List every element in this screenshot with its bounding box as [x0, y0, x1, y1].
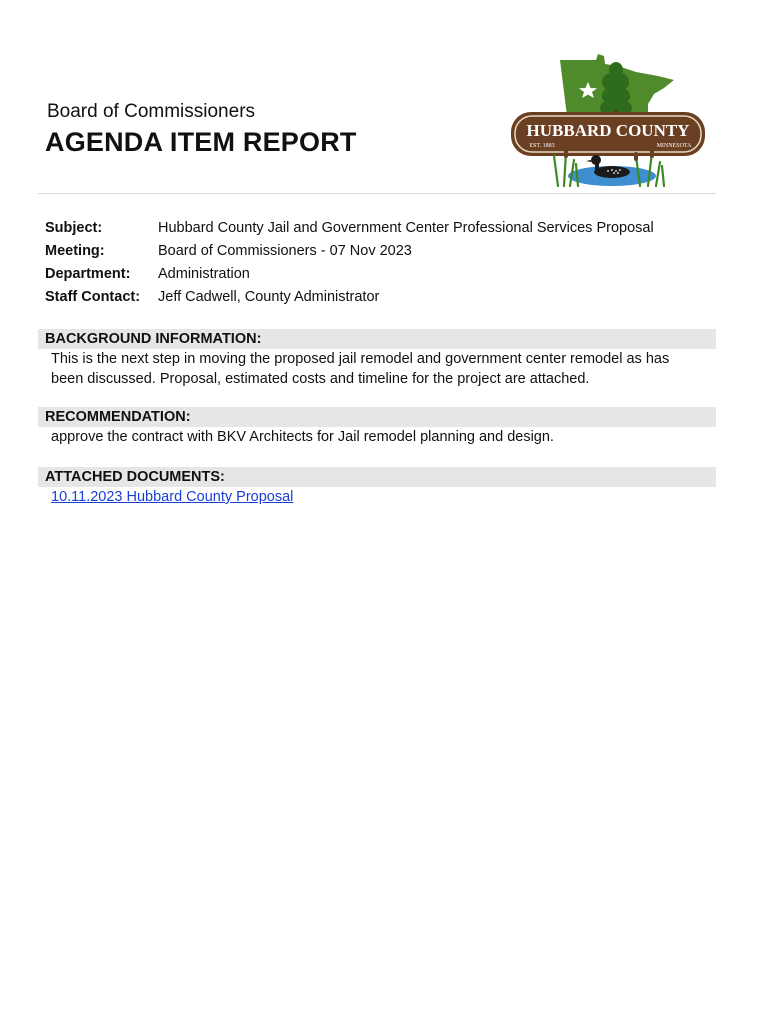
- meta-value: Jeff Cadwell, County Administrator: [158, 288, 380, 305]
- background-section: [38, 329, 716, 389]
- proposal-document-link[interactable]: 10.11.2023 Hubbard County Proposal: [51, 489, 294, 505]
- meta-row-meeting: [45, 239, 715, 262]
- meta-table: [45, 216, 715, 308]
- meta-label: Staff Contact:: [45, 288, 141, 305]
- meta-label: Meeting:: [45, 242, 105, 259]
- meta-label: Department:: [45, 265, 131, 282]
- logo-state-text: MINNESOTA: [656, 143, 692, 149]
- recommendation-heading: RECOMMENDATION:: [38, 407, 716, 427]
- logo-name-text: HUBBARD COUNTY: [526, 121, 690, 140]
- meta-value: Hubbard County Jail and Government Center Professional Services Proposal: [158, 219, 654, 236]
- attached-documents-body: [38, 487, 716, 508]
- page-title: AGENDA ITEM REPORT: [45, 127, 357, 157]
- background-body: [38, 349, 716, 389]
- meta-row-department: [45, 262, 715, 285]
- header-divider: [38, 193, 716, 194]
- attached-documents-heading: ATTACHED DOCUMENTS:: [38, 467, 716, 487]
- attached-documents-section: [38, 467, 716, 508]
- recommendation-section: [38, 407, 716, 448]
- meta-value: Administration: [158, 265, 250, 282]
- background-line: This is the next step in moving the proposed jail remodel and government center remodel as has: [51, 351, 670, 367]
- recommendation-body: approve the contract with BKV Architects for Jail remodel planning and design.: [51, 429, 554, 445]
- meta-label: Subject:: [45, 219, 103, 236]
- background-line: been discussed. Proposal, estimated costs and timeline for the project are attached.: [51, 370, 590, 387]
- county-logo-icon: [508, 52, 708, 190]
- meta-row-staff-contact: [45, 285, 715, 308]
- meta-value: Board of Commissioners - 07 Nov 2023: [158, 242, 412, 259]
- meta-row-subject: [45, 216, 715, 239]
- logo-est-text: EST. 1883: [529, 143, 555, 149]
- background-heading: BACKGROUND INFORMATION:: [38, 329, 716, 349]
- header-subtitle: Board of Commissioners: [47, 101, 256, 122]
